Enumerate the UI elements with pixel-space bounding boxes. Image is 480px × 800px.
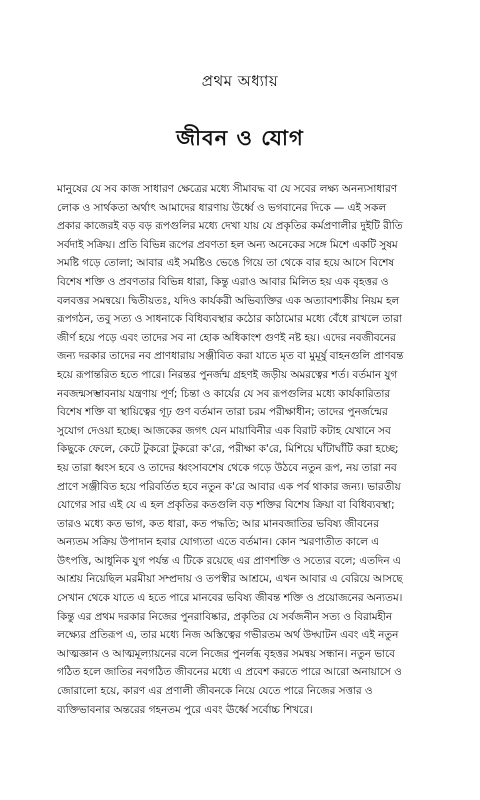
text-line: লক্ষ্যের প্রতিরূপ এ, তার মধ্যে নিজ অস্তিত্বের গভীরতম অর্থ উদ্ঘাটন এবং এই নতুন	[57, 629, 399, 642]
text-line: প্রকার কাজেরই বড় বড় রূপগুলির মধ্যে দেখা যায় যে প্রকৃতির কর্মপ্রণালীর দুইটি রীতি	[57, 220, 403, 233]
text-line: হয়ে রূপান্তরিত হতে পারে। নিরন্তর পুনর্জন্ম গ্রহণই জড়ীয় অমরত্বের শর্ত। বর্তমান যুগ	[57, 368, 398, 381]
text-line: তারও মধ্যে কত ভাগ, কত ধারা, কত পদ্ধতি; আর মানবজাতির ভবিষ্য জীবনের	[57, 517, 379, 530]
text-line: প্রাণে সঞ্জীবিত হয়ে পরিবর্তিত হবে নতুন ক'রে আবার এক পর্ব থাকার জন্য। ভারতীয়	[57, 480, 401, 493]
text-line: উৎপত্তি, আধুনিক যুগ পর্যন্ত এ টিকে রয়েছে এর প্রাণশক্তি ও সত্যের বলে; এতদিন এ	[57, 554, 401, 567]
text-line: রূপগঠন, তবু সত্য ও সাধনাকে বিধিব্যবস্থার কঠোর কাঠামোর মধ্যে বেঁধে রাখলে তারা	[57, 313, 402, 326]
text-line: বিশেষ শক্তি ও প্রবণতার বিভিন্ন ধারা, কিন্তু এরাও আবার মিলিত হয় এক বৃহত্তর ও	[57, 275, 389, 288]
text-line: সুযোগ দেওয়া হচ্ছে। আজকের জগৎ যেন মায়াবিনীর এক বিরাট কটাহ যেখানে সব	[57, 424, 391, 437]
text-line: নবজন্মসম্ভাবনায় যন্ত্রণায় পূর্ণ; চিন্তা ও কার্যের যে সব রূপগুলির মধ্যে কার্যকারিতার	[57, 387, 391, 400]
text-line: বলবত্তর সমন্বয়ে। দ্বিতীয়তঃ, যদিও কার্যকরী অভিব্যক্তির এক অত্যাবশ্যকীয় নিয়ম হল	[57, 294, 400, 307]
body-text	[57, 180, 440, 719]
text-line: অন্যতম সক্রিয় উপাদান হবার যোগ্যতা এতে বর্তমান। কোন স্মরণাতীত কালে এ	[57, 536, 380, 549]
text-line: লোক ও সার্থকতা অর্থাৎ আমাদের ধারণায় উর্ধ্বে ও ভগবানের দিকে — এই সকল	[57, 201, 387, 214]
text-line: হয় তারা ধ্বংস হবে ও তাদের ধ্বংসাবশেষ থেকে গড়ে উঠবে নতুন রূপ, নয় তারা নব	[57, 461, 397, 474]
text-line: সর্বদাই সক্রিয়। প্রতি বিভিন্ন রূপের প্রবণতা হল অন্য অনেকের সঙ্গে মিশে একটি সুষম	[57, 238, 398, 251]
text-line: জোরালো হয়ে, কারণ এর প্রণালী জীবনকে নিয়ে যেতে পারে নিজের সত্তার ও	[57, 685, 373, 698]
text-line: আশ্রয় নিয়েছিল মরমীয়া সম্প্রদায় ও তপস্বীর আশ্রমে, এখন আবার এ বেরিয়ে আসছে	[57, 573, 403, 586]
text-line: গঠিত হলে জাতির নবগঠিত জীবনের মধ্যে এ প্রবেশ করতে পারে আরো অনায়াসে ও	[57, 666, 402, 679]
text-line: জীর্ণ হয়ে পড়ে এবং তাদের সব না হোক অধিকাংশ গুণই নষ্ট হয়। এদের নবজীবনের	[57, 331, 396, 344]
chapter-title: জীবন ও যোগ	[176, 126, 304, 150]
text-line: ব্যক্তিভাবনার অন্তরের গহনতম পুরে এবং ঊর্ধ্বে সর্বোচ্চ শিখরে।	[57, 703, 313, 716]
text-line: বিশেষ শক্তি বা স্থায়িত্বের গূঢ় গুণ বর্তমান তারা চরম পরীক্ষাধীন; তাদের পুনর্জন্মের	[57, 406, 388, 419]
text-line: মানুষের যে সব কাজ সাধারণ ক্ষেত্রের মধ্যে সীমাবদ্ধ বা যে সবের লক্ষ্য অনন্যসাধারণ	[57, 183, 398, 195]
text-line: যোগের সার এই যে এ হল প্রকৃতির কতগুলি বড় শক্তির বিশেষ ক্রিয়া বা বিধিব্যবস্থা;	[57, 499, 395, 512]
text-line: সমষ্টি গড়ে তোলা; আবার এই সমষ্টিও ভেঙে গিয়ে তা থেকে বার হয়ে আসে বিশেষ	[57, 257, 395, 270]
text-line: সেখান থেকে যাতে এ হতে পারে মানবের ভবিষ্য জীবন্ত শক্তি ও প্রয়োজনের অন্যতম।	[57, 592, 403, 605]
text-line: আত্মজ্ঞান ও আত্মমূল্যায়নের বলে নিজের পুনর্লব্ধ বৃহত্তর সমন্বয় সন্ধান। নতুন ভাবে	[57, 647, 395, 660]
chapter-label: প্রথম অধ্যায়	[201, 72, 279, 90]
text-line: কিছুকে ফেলে, কেটে টুকরো টুকরো ক'রে, পরীক্ষা ক'রে, মিশিয়ে ঘাঁটাঘাঁটি করা হচ্ছে;	[57, 443, 399, 456]
text-line: জন্য দরকার তাদের নব প্রাণধারায় সঞ্জীবিত করা যাতে মৃত বা মুমূর্ষু বাহনগুলি প্রাণবন্ত	[57, 350, 404, 363]
text-line: কিন্তু এর প্রথম দরকার নিজের পুনরাবিষ্কার, প্রকৃতির যে সর্বজনীন সত্য ও বিরামহীন	[57, 610, 393, 623]
